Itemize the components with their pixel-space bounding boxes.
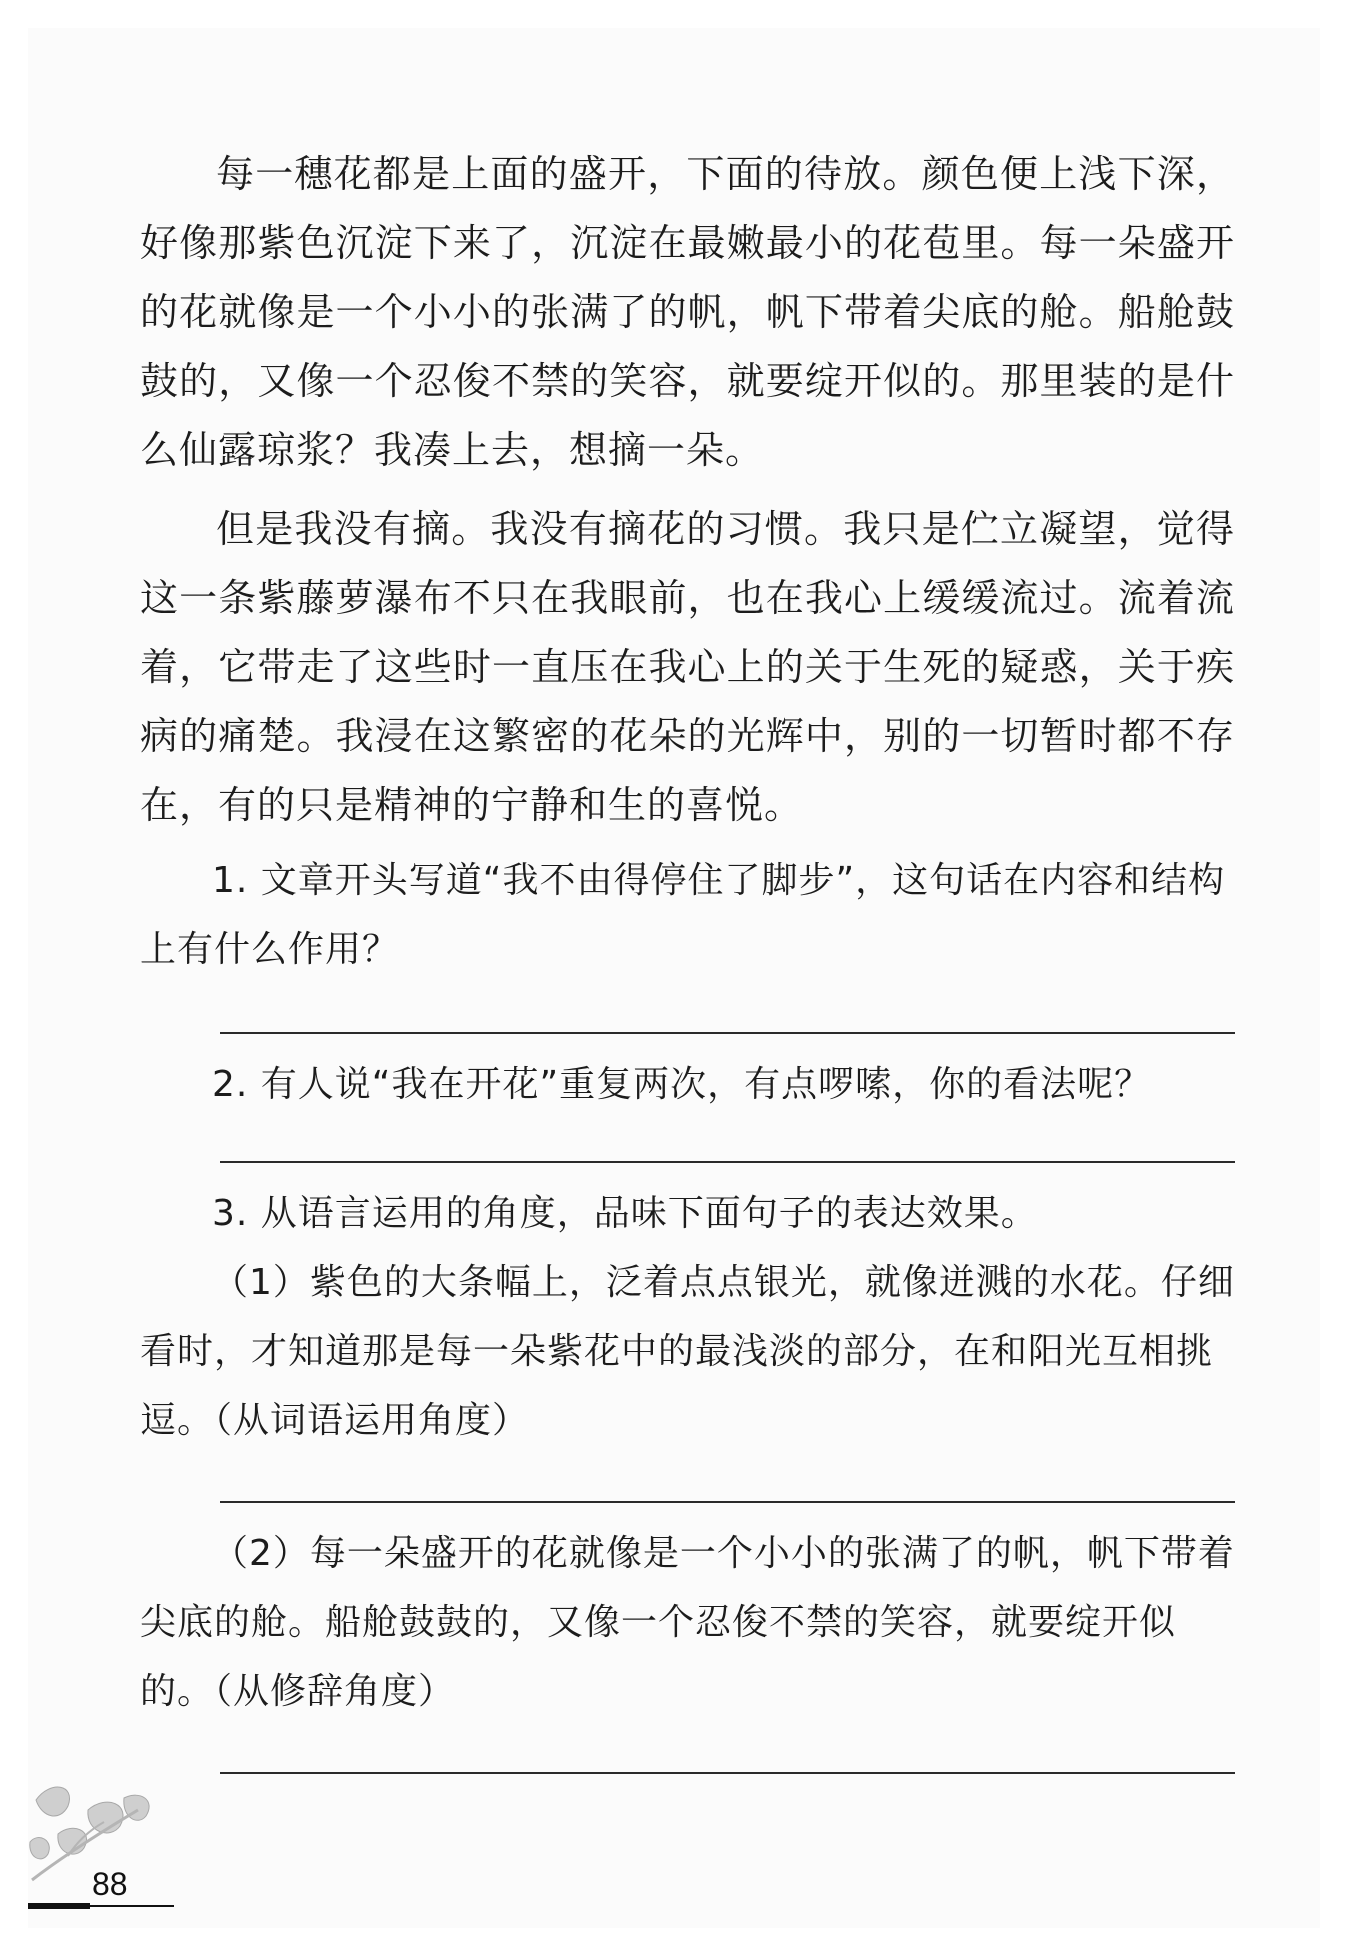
- question-2: 2. 有人说“我在开花”重复两次，有点啰嗦，你的看法呢？: [212, 1064, 1152, 1105]
- page-content: [140, 140, 1235, 1774]
- footer-bar: [28, 1903, 90, 1909]
- passage-paragraph-1: 每一穗花都是上面的盛开，下面的待放。颜色便上浅下深，好像那紫色沉淀下来了，沉淀在最嫩最小的花苞里。每一朵盛开的花就像是一个小小的张满了的帆，帆下带着尖底的舱。船舱鼓鼓的，又像一个忍俊不禁的笑容，就要绽开似的。那里装的是什么仙露琼浆？我凑上去，想摘一朵。: [140, 152, 1235, 472]
- question-3-part-1: （1）紫色的大条幅上，泛着点点银光，就像迸溅的水花。仔细看时，才知道那是每一朵紫花中的最浅淡的部分，在和阳光互相挑逗。（从词语运用角度）: [140, 1262, 1235, 1441]
- page-number: 88: [92, 1866, 128, 1902]
- footer-rule: [90, 1905, 174, 1907]
- question-1: 1. 文章开头写道“我不由得停住了脚步”，这句话在内容和结构上有什么作用？: [140, 860, 1226, 970]
- question-3-part-2: （2）每一朵盛开的花就像是一个小小的张满了的帆，帆下带着尖底的舱。船舱鼓鼓的，又像一个忍俊不禁的笑容，就要绽开似的。（从修辞角度）: [140, 1533, 1235, 1712]
- answer-line-4[interactable]: [220, 1772, 1235, 1774]
- passage-paragraph-2: 但是我没有摘。我没有摘花的习惯。我只是伫立凝望，觉得这一条紫藤萝瀑布不只在我眼前，也在我心上缓缓流过。流着流着，它带走了这些时一直压在我心上的关于生死的疑惑，关于疾病的痛楚。我浸在这繁密的花朵的光辉中，别的一切暂时都不存在，有的只是精神的宁静和生的喜悦。: [140, 507, 1235, 827]
- question-3: 3. 从语言运用的角度，品味下面句子的表达效果。: [212, 1193, 1038, 1234]
- page-footer: [28, 1770, 228, 1910]
